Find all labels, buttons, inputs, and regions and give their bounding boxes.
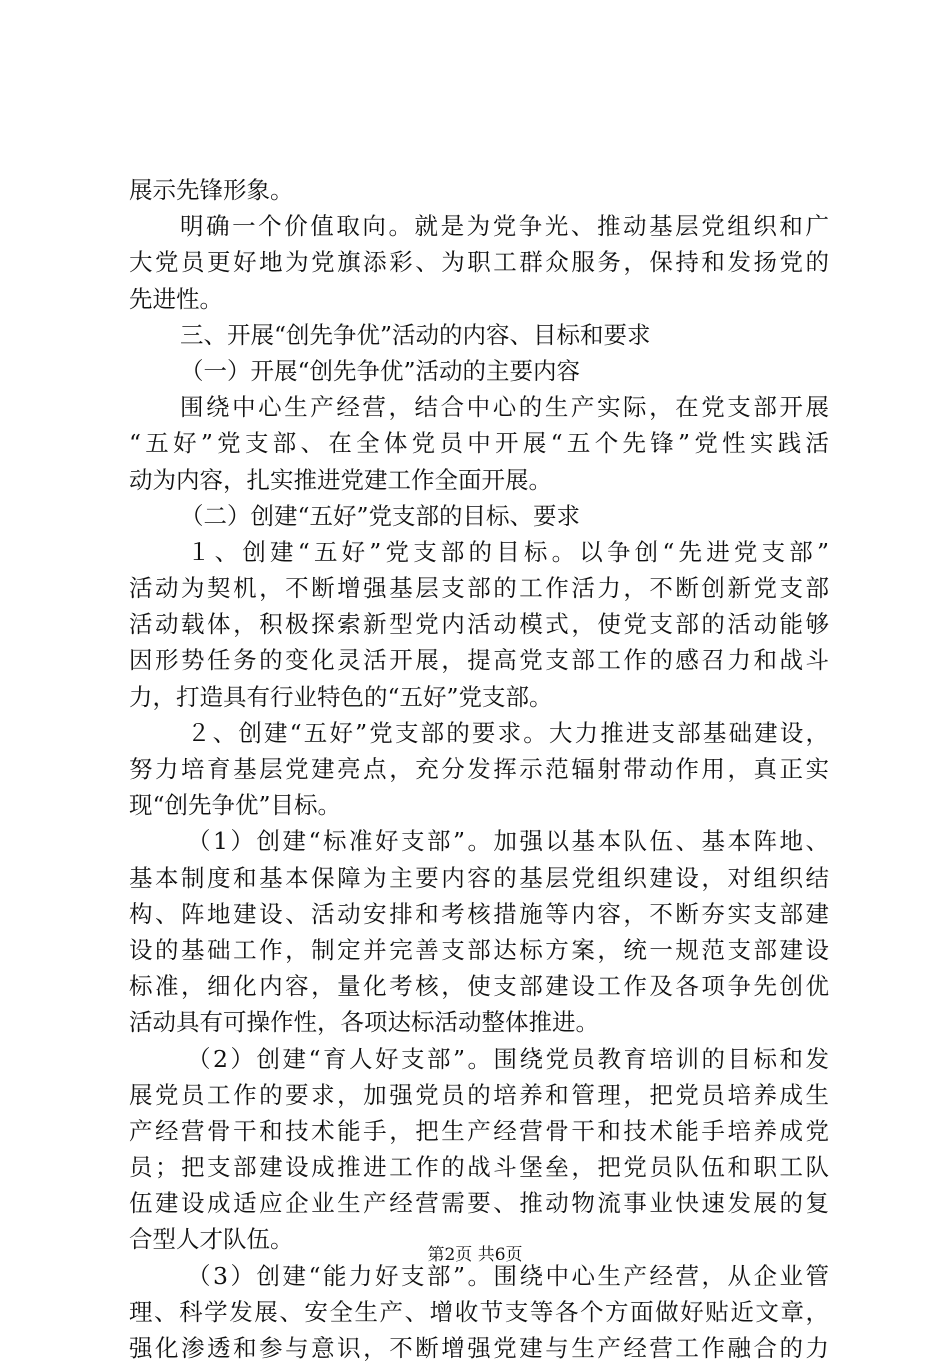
text-line: 基本制度和基本保障为主要内容的基层党组织建设，对组织结 — [129, 863, 829, 892]
text-line: 现“创先争优”目标。 — [129, 791, 342, 820]
text-line: 合型人才队伍。 — [129, 1225, 294, 1254]
text-line: 产经营骨干和技术能手，把生产经营骨干和技术能手培养成党 — [129, 1116, 829, 1145]
text-line: 先进性。 — [129, 284, 223, 313]
text-line: 围绕中心生产经营，结合中心的生产实际，在党支部开展 — [180, 393, 829, 422]
text-line: 伍建设成适应企业生产经营需要、推动物流事业快速发展的复 — [129, 1189, 829, 1218]
text-line: 活动载体，积极探索新型党内活动模式，使党支部的活动能够 — [129, 610, 829, 639]
text-line: 标准，细化内容，量化考核，使支部建设工作及各项争先创优 — [129, 972, 829, 1001]
text-line: 活动为契机，不断增强基层支部的工作活力，不断创新党支部 — [129, 574, 829, 603]
text-line: 设的基础工作，制定并完善支部达标方案，统一规范支部建设 — [129, 935, 829, 964]
text-line: 明确一个价值取向。就是为党争光、推动基层党组织和广 — [180, 212, 829, 241]
text-line: 动为内容，扎实推进党建工作全面开展。 — [129, 465, 552, 494]
text-line: 因形势任务的变化灵活开展，提高党支部工作的感召力和战斗 — [129, 646, 829, 675]
text-line: （1）创建“标准好支部”。加强以基本队伍、基本阵地、 — [187, 827, 829, 856]
text-line: 活动具有可操作性，各项达标活动整体推进。 — [129, 1008, 599, 1037]
text-line: 努力培育基层党建亮点，充分发挥示范辐射带动作用，真正实 — [129, 755, 829, 783]
page-number-footer: 第2页 共6页 — [427, 1245, 523, 1265]
text-line: （二）创建“五好”党支部的目标、要求 — [180, 501, 581, 530]
document-body — [129, 172, 829, 1366]
text-line: （3）创建“能力好支部”。围绕中心生产经营，从企业管 — [187, 1261, 829, 1290]
text-line: 展党员工作的要求，加强党员的培养和管理，把党员培养成生 — [129, 1080, 829, 1109]
text-line: “五好”党支部、在全体党员中开展“五个先锋”党性实践活 — [129, 429, 829, 458]
text-line: 展示先锋形象。 — [129, 176, 294, 204]
text-line: （一）开展“创先争优”活动的主要内容 — [180, 356, 581, 385]
text-line: 三、开展“创先争优”活动的内容、目标和要求 — [180, 320, 651, 349]
text-line: 理、科学发展、安全生产、增收节支等各个方面做好贴近文章， — [129, 1297, 829, 1326]
text-line: 大党员更好地为党旗添彩、为职工群众服务，保持和发扬党的 — [129, 248, 829, 277]
text-line: （2）创建“育人好支部”。围绕党员教育培训的目标和发 — [187, 1044, 829, 1073]
text-line: ２、创建“五好”党支部的要求。大力推进支部基础建设， — [187, 718, 829, 747]
text-line: 强化渗透和参与意识，不断增强党建与生产经营工作融合的力 — [129, 1334, 829, 1362]
text-line: １、创建“五好”党支部的目标。以争创“先进党支部” — [187, 537, 829, 566]
text-line: 构、阵地建设、活动安排和考核措施等内容，不断夯实支部建 — [129, 899, 829, 928]
text-line: 力，打造具有行业特色的“五好”党支部。 — [129, 682, 553, 711]
text-line: 员；把支部建设成推进工作的战斗堡垒，把党员队伍和职工队 — [129, 1153, 829, 1182]
